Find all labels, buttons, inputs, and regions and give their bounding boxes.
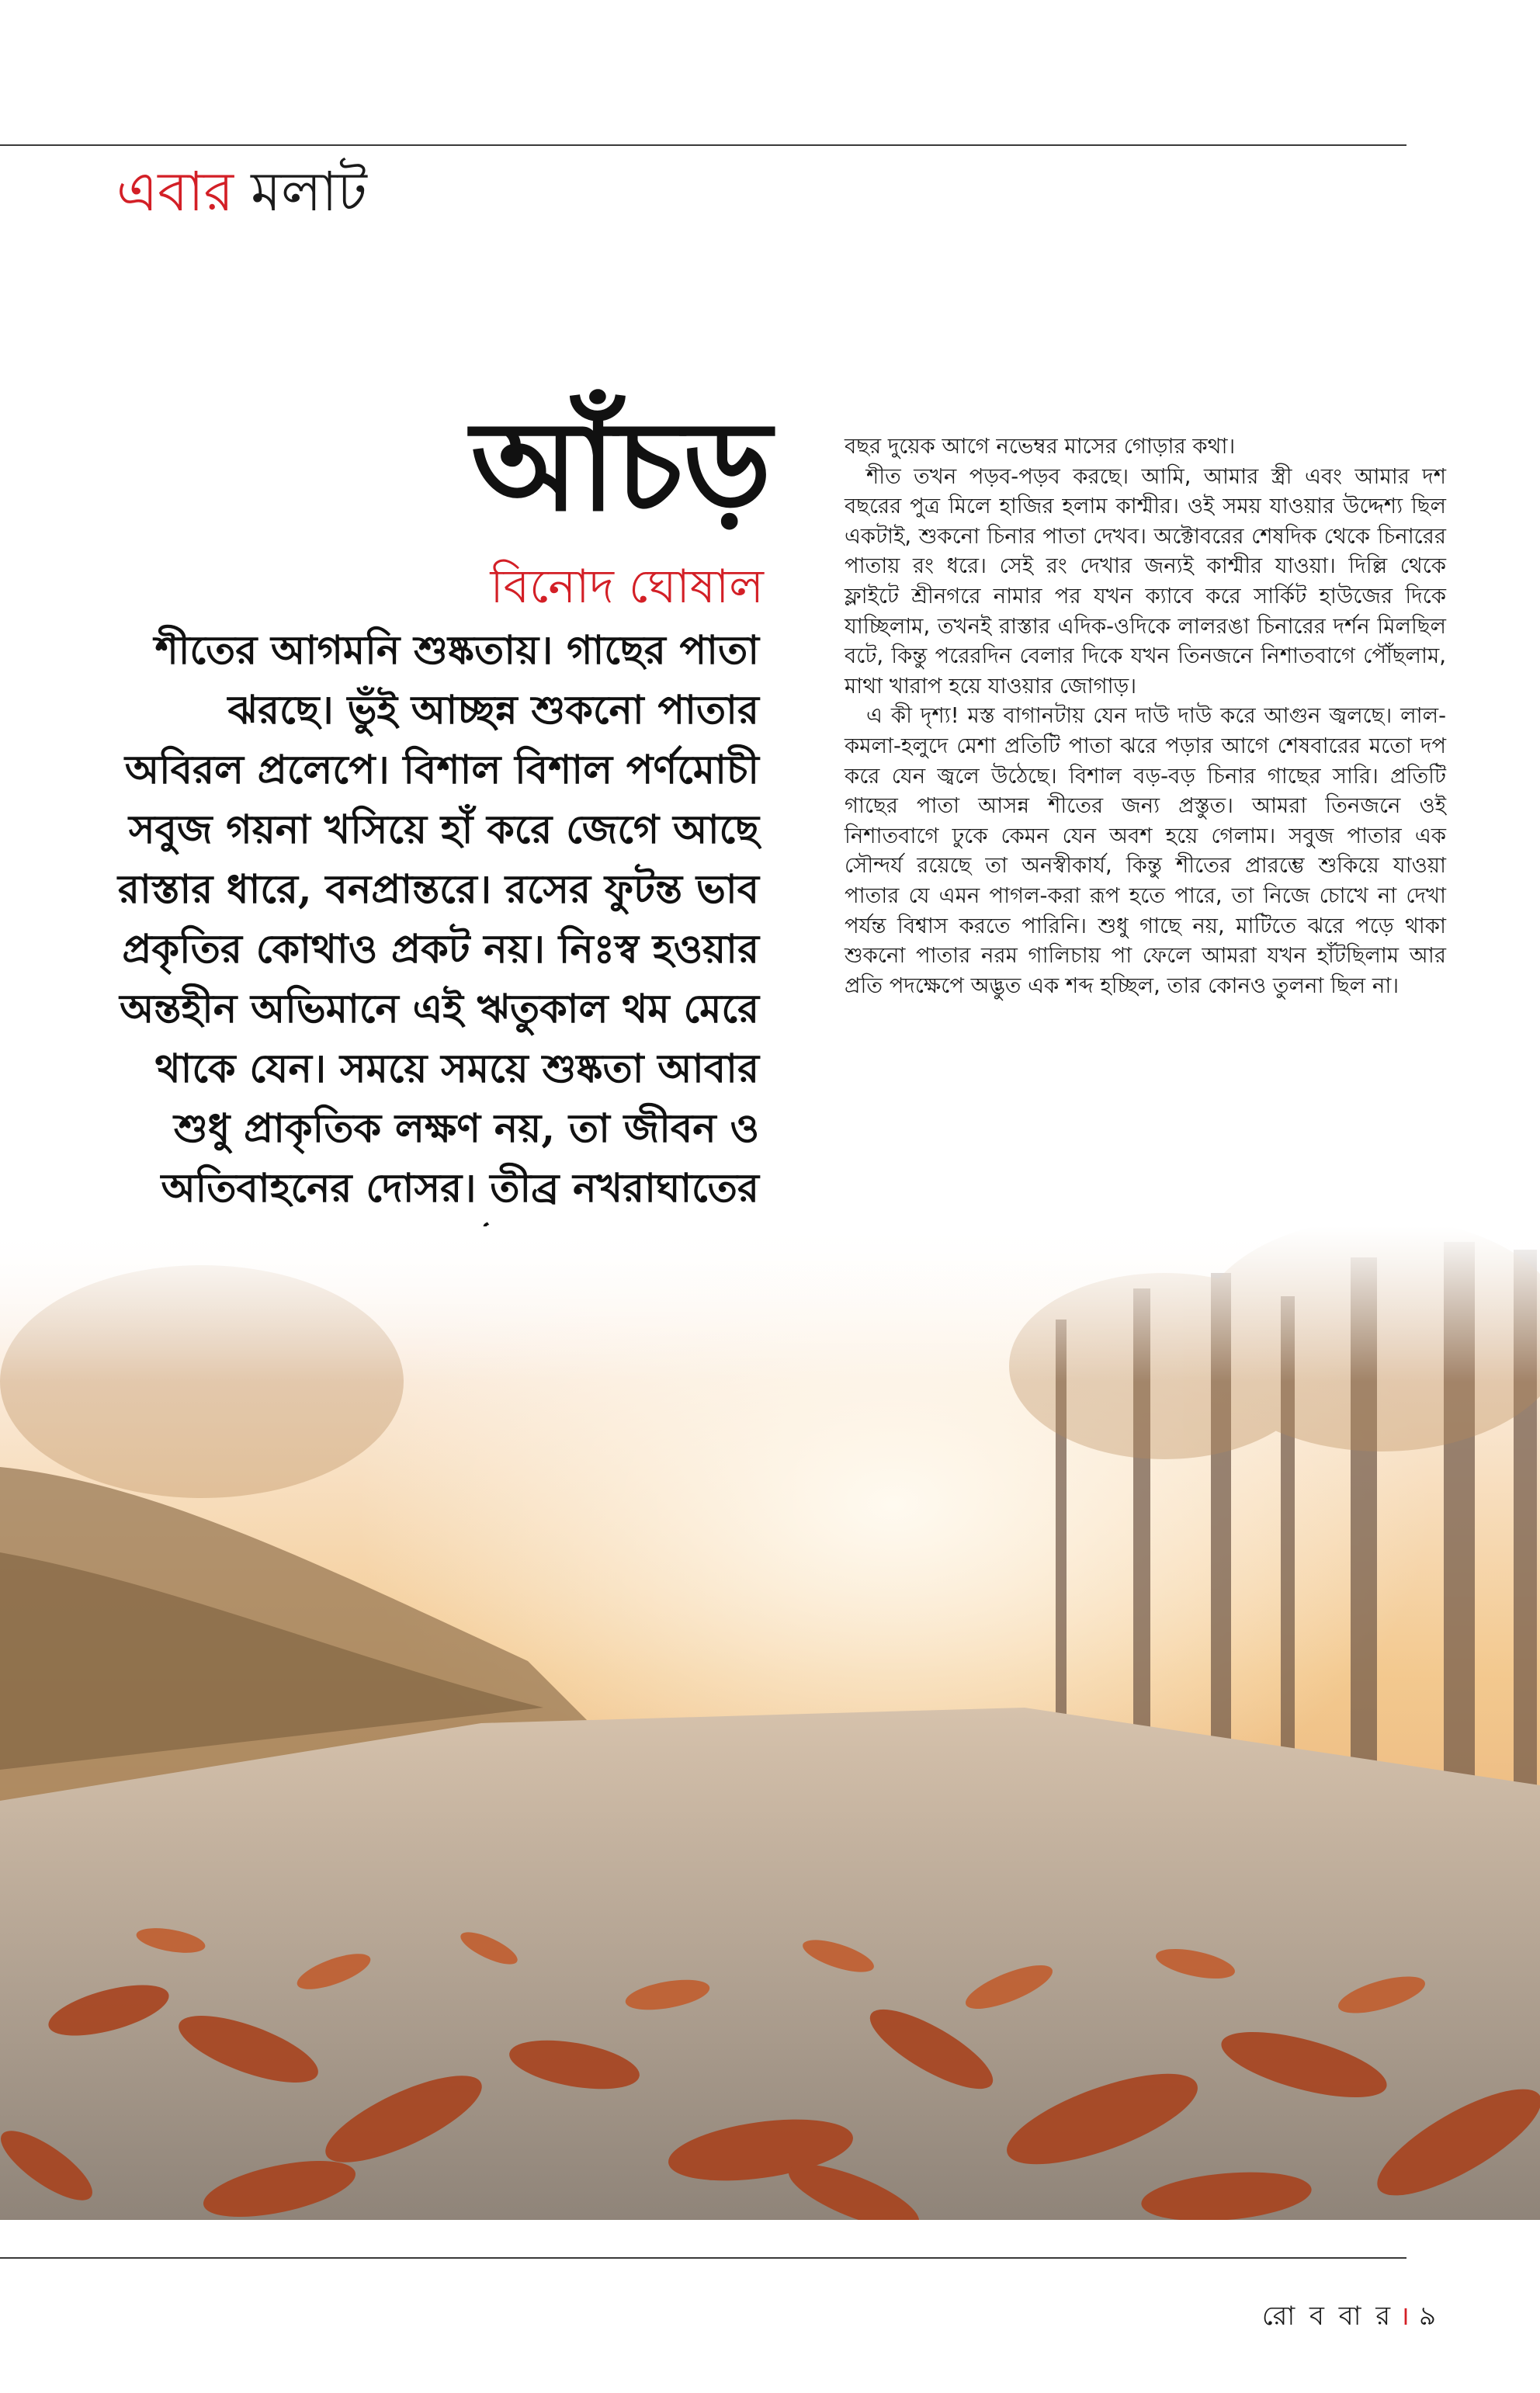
section-label: মলাট xyxy=(251,160,367,224)
body-paragraph: এ কী দৃশ্য! মস্ত বাগানটায় যেন দাউ দাউ করে আগুন জ্বলছে। লাল-কমলা-হলুদে মেশা প্রতিটি পাতা ঝরে পড়ার আগে শেষবারের মতো দপ করে যেন জ্বলে উঠেছে। বিশাল বড়-বড় চিনার গাছের সারি। প্রতিটি গাছের পাতা আসন্ন শীতের জন্য প্রস্তুত। আমরা তিনজনে ওই নিশাতবাগে ঢুকে কেমন যেন অবশ হয়ে গেলাম। সবুজ পাতার এক সৌন্দর্য রয়েছে তা অনস্বীকার্য, কিন্তু শীতের প্রারম্ভে শুকিয়ে যাওয়া পাতার যে এমন পাগল-করা রূপ হতে পারে, তা নিজে চোখে না দেখা পর্যন্ত বিশ্বাস করতে পারিনি। শুধু গাছে নয়, মাটিতে ঝরে পড়ে থাকা শুকনো পাতার নরম গালিচায় পা ফেলে আমরা যখন হাঁটছিলাম আর প্রতি পদক্ষেপে অদ্ভুত এক শব্দ হচ্ছিল, তার কোনও তুলনা ছিল না। xyxy=(845,703,1446,998)
intro-text xyxy=(116,621,759,1278)
autumn-road-photo xyxy=(0,1226,1540,2220)
section-label-accent: এবার xyxy=(116,160,234,224)
body-paragraph: বছর দুয়েক আগে নভেম্বর মাসের গোড়ার কথা। xyxy=(845,434,1236,459)
top-rule xyxy=(0,144,1406,146)
page-footer xyxy=(1262,2296,1439,2340)
footer-separator: । xyxy=(1400,2301,1413,2332)
body-paragraph: শীত তখন পড়ব-পড়ব করছে। আমি, আমার স্ত্রী এবং আমার দশ বছরের পুত্র মিলে হাজির হলাম কাশ্মীর। ওই সময় যাওয়ার উদ্দেশ্য ছিল একটাই, শুকনো চিনার পাতা দেখব। অক্টোবরের শেষদিক থেকে চিনারের পাতায় রং ধরে। সেই রং দেখার জন্যই কাশ্মীর যাওয়া। দিল্লি থেকে ফ্লাইটে শ্রীনগরে নামার পর যখন ক্যাবে করে সার্কিট হাউজের দিকে যাচ্ছিলাম, তখনই রাস্তার এদিক-ওদিকে লালরঙা চিনারের দর্শন মিলছিল বটে, কিন্তু পরেরদিন বেলার দিকে যখন তিনজনে নিশাতবাগে পৌঁছলাম, মাথা খারাপ হয়ে যাওয়ার জোগাড়। xyxy=(845,463,1446,699)
page-number: ৯ xyxy=(1418,2301,1439,2332)
author-byline: বিনোদ ঘোষাল xyxy=(490,560,764,614)
photo-illustration xyxy=(0,1226,1540,2220)
section-header xyxy=(116,160,367,224)
body-column xyxy=(845,432,1446,1001)
magazine-name: রো ব বা র xyxy=(1261,2301,1394,2332)
intro-paragraph: শীতের আগমনি শুষ্কতায়। গাছের পাতা ঝরছে। ভুঁই আচ্ছন্ন শুকনো পাতার অবিরল প্রলেপে। বিশাল বিশাল পর্ণমোচী সবুজ গয়না খসিয়ে হাঁ করে জেগে আছে রাস্তার ধারে, বনপ্রান্তরে। রসের ফুটন্ত ভাব প্রকৃতির কোথাও প্রকট নয়। নিঃস্ব হওয়ার অন্তহীন অভিমানে এই ঋতুকাল থম মেরে থাকে যেন। সময়ে সময়ে শুষ্কতা আবার শুধু প্রাকৃতিক লক্ষণ নয়, তা জীবন ও অতিবাহনের দোসর। তীব্র নখরাঘাতের xyxy=(117,627,759,1212)
bottom-rule xyxy=(0,2257,1406,2259)
article-title: আঁচড় xyxy=(470,393,772,539)
